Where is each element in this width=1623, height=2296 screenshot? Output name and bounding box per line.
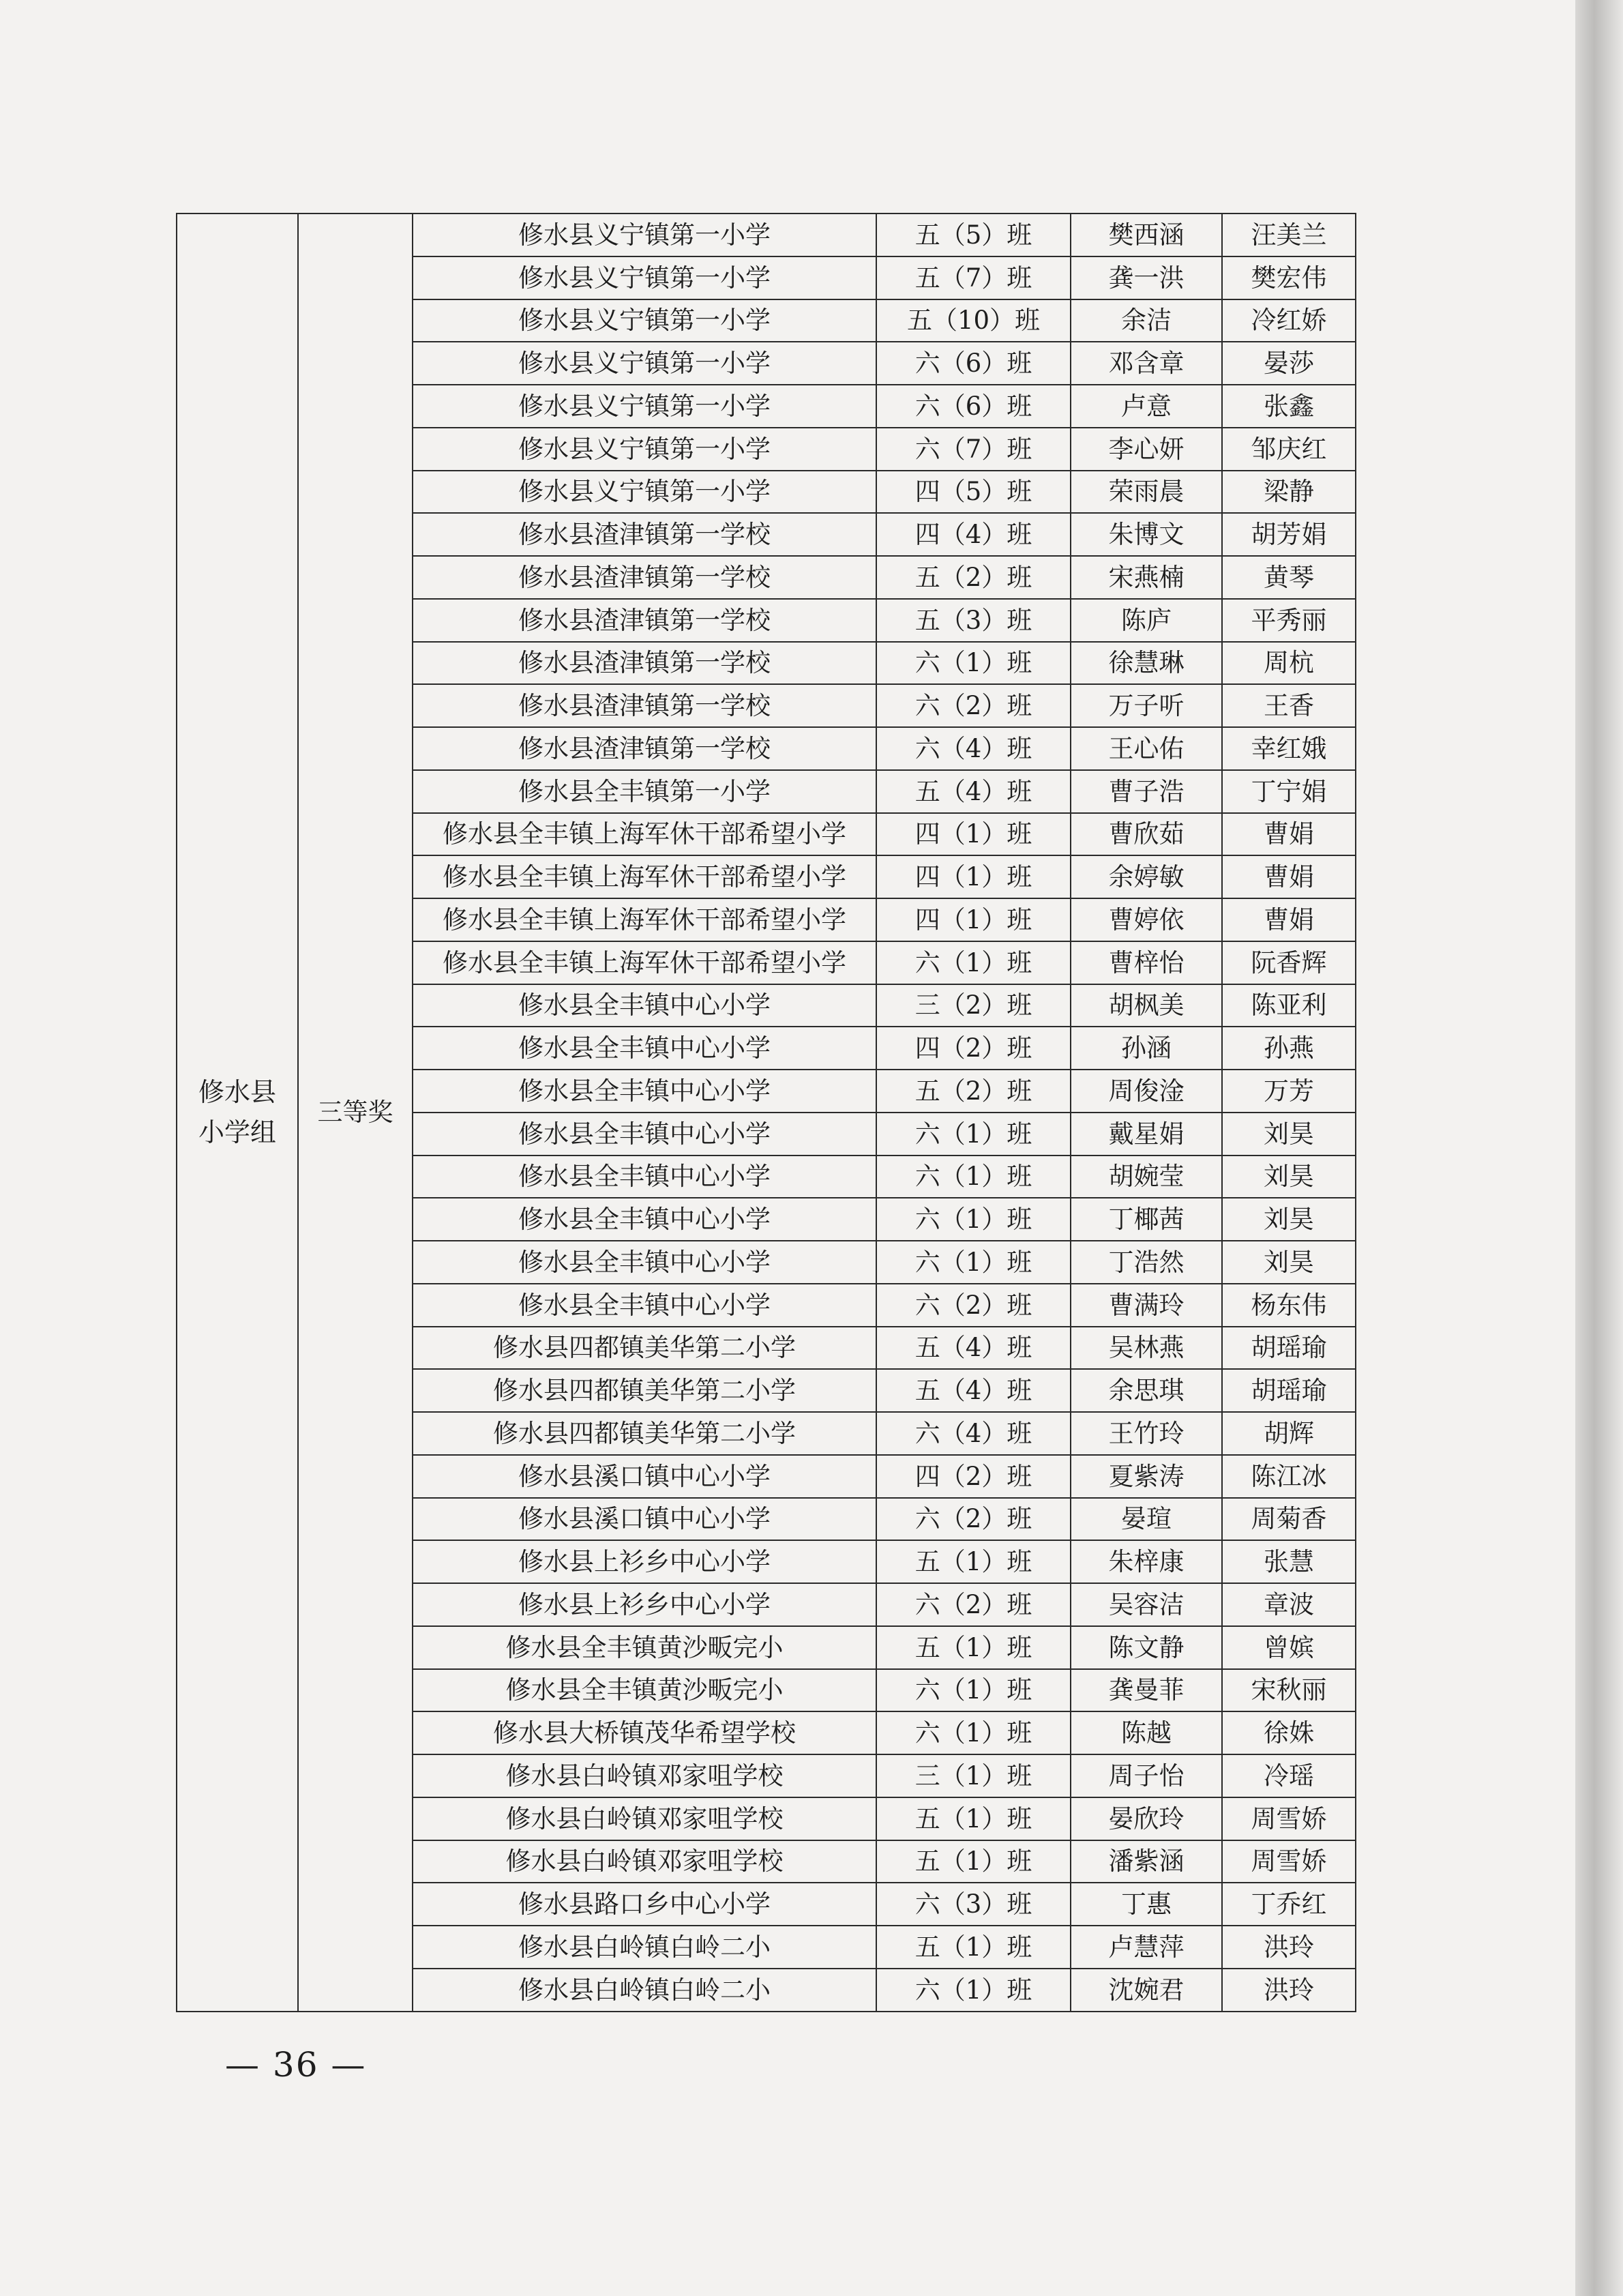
student-cell: 丁浩然 — [1071, 1241, 1222, 1284]
school-cell: 修水县全丰镇上海军休干部希望小学 — [413, 898, 876, 941]
school-cell: 修水县渣津镇第一学校 — [413, 642, 876, 685]
teacher-cell: 陈亚利 — [1222, 984, 1356, 1027]
class-cell: 五（1）班 — [876, 1540, 1071, 1583]
teacher-cell: 章波 — [1222, 1583, 1356, 1626]
student-cell: 曹梓怡 — [1071, 941, 1222, 984]
class-cell: 六（3）班 — [876, 1883, 1071, 1926]
teacher-cell: 张慧 — [1222, 1540, 1356, 1583]
teacher-cell: 汪美兰 — [1222, 214, 1356, 256]
class-cell: 六（1）班 — [876, 1241, 1071, 1284]
teacher-cell: 黄琴 — [1222, 556, 1356, 599]
student-cell: 龚一洪 — [1071, 256, 1222, 299]
student-cell: 余婷敏 — [1071, 855, 1222, 898]
school-cell: 修水县四都镇美华第二小学 — [413, 1369, 876, 1412]
class-cell: 四（2）班 — [876, 1455, 1071, 1498]
school-cell: 修水县白岭镇白岭二小 — [413, 1969, 876, 2012]
student-cell: 曹婷依 — [1071, 898, 1222, 941]
teacher-cell: 徐姝 — [1222, 1711, 1356, 1754]
class-cell: 六（4）班 — [876, 727, 1071, 770]
class-cell: 四（1）班 — [876, 813, 1071, 856]
teacher-cell: 万芳 — [1222, 1070, 1356, 1113]
school-cell: 修水县四都镇美华第二小学 — [413, 1327, 876, 1370]
student-cell: 丁椰茜 — [1071, 1198, 1222, 1241]
student-cell: 晏欣玲 — [1071, 1797, 1222, 1840]
class-cell: 五（3）班 — [876, 599, 1071, 642]
student-cell: 李心妍 — [1071, 428, 1222, 471]
school-cell: 修水县全丰镇中心小学 — [413, 1027, 876, 1070]
teacher-cell: 王香 — [1222, 684, 1356, 727]
student-cell: 丁惠 — [1071, 1883, 1222, 1926]
class-cell: 五（10）班 — [876, 299, 1071, 342]
student-cell: 夏紫涛 — [1071, 1455, 1222, 1498]
class-cell: 六（1）班 — [876, 642, 1071, 685]
student-cell: 龚曼菲 — [1071, 1669, 1222, 1712]
class-cell: 六（2）班 — [876, 1284, 1071, 1327]
class-cell: 六（6）班 — [876, 342, 1071, 385]
class-cell: 五（5）班 — [876, 214, 1071, 256]
teacher-cell: 胡瑶瑜 — [1222, 1327, 1356, 1370]
class-cell: 四（5）班 — [876, 471, 1071, 514]
class-cell: 五（2）班 — [876, 1070, 1071, 1113]
student-cell: 陈庐 — [1071, 599, 1222, 642]
school-cell: 修水县路口乡中心小学 — [413, 1883, 876, 1926]
student-cell: 徐慧琳 — [1071, 642, 1222, 685]
school-cell: 修水县义宁镇第一小学 — [413, 385, 876, 428]
teacher-cell: 丁乔红 — [1222, 1883, 1356, 1926]
student-cell: 周子怡 — [1071, 1754, 1222, 1797]
class-cell: 五（1）班 — [876, 1926, 1071, 1969]
student-cell: 陈文静 — [1071, 1626, 1222, 1669]
class-cell: 四（1）班 — [876, 898, 1071, 941]
award-table-body — [177, 214, 1356, 2012]
teacher-cell: 胡辉 — [1222, 1412, 1356, 1455]
class-cell: 四（1）班 — [876, 855, 1071, 898]
school-cell: 修水县白岭镇邓家咀学校 — [413, 1840, 876, 1883]
table-row — [177, 214, 1356, 256]
student-cell: 曹满玲 — [1071, 1284, 1222, 1327]
award-table — [176, 213, 1356, 2012]
school-cell: 修水县义宁镇第一小学 — [413, 428, 876, 471]
school-cell: 修水县渣津镇第一学校 — [413, 727, 876, 770]
school-cell: 修水县全丰镇中心小学 — [413, 1113, 876, 1156]
student-cell: 周俊淦 — [1071, 1070, 1222, 1113]
school-cell: 修水县义宁镇第一小学 — [413, 299, 876, 342]
teacher-cell: 周杭 — [1222, 642, 1356, 685]
class-cell: 五（1）班 — [876, 1797, 1071, 1840]
class-cell: 五（1）班 — [876, 1626, 1071, 1669]
teacher-cell: 曹娟 — [1222, 898, 1356, 941]
class-cell: 五（4）班 — [876, 770, 1071, 813]
class-cell: 五（4）班 — [876, 1369, 1071, 1412]
class-cell: 六（1）班 — [876, 941, 1071, 984]
class-cell: 六（2）班 — [876, 1498, 1071, 1541]
school-cell: 修水县全丰镇上海军休干部希望小学 — [413, 941, 876, 984]
class-cell: 四（2）班 — [876, 1027, 1071, 1070]
school-cell: 修水县白岭镇邓家咀学校 — [413, 1797, 876, 1840]
school-cell: 修水县全丰镇中心小学 — [413, 1241, 876, 1284]
class-cell: 六（1）班 — [876, 1113, 1071, 1156]
teacher-cell: 周雪娇 — [1222, 1797, 1356, 1840]
school-cell: 修水县溪口镇中心小学 — [413, 1498, 876, 1541]
student-cell: 朱博文 — [1071, 513, 1222, 556]
class-cell: 五（2）班 — [876, 556, 1071, 599]
student-cell: 王竹玲 — [1071, 1412, 1222, 1455]
class-cell: 六（6）班 — [876, 385, 1071, 428]
student-cell: 潘紫涵 — [1071, 1840, 1222, 1883]
student-cell: 晏瑄 — [1071, 1498, 1222, 1541]
school-cell: 修水县渣津镇第一学校 — [413, 684, 876, 727]
teacher-cell: 周菊香 — [1222, 1498, 1356, 1541]
class-cell: 五（1）班 — [876, 1840, 1071, 1883]
school-cell: 修水县义宁镇第一小学 — [413, 256, 876, 299]
teacher-cell: 胡芳娟 — [1222, 513, 1356, 556]
teacher-cell: 洪玲 — [1222, 1926, 1356, 1969]
student-cell: 吴容洁 — [1071, 1583, 1222, 1626]
class-cell: 六（1）班 — [876, 1156, 1071, 1198]
teacher-cell: 冷瑶 — [1222, 1754, 1356, 1797]
teacher-cell: 刘昊 — [1222, 1113, 1356, 1156]
teacher-cell: 幸红娥 — [1222, 727, 1356, 770]
school-cell: 修水县全丰镇黄沙畈完小 — [413, 1626, 876, 1669]
teacher-cell: 阮香辉 — [1222, 941, 1356, 984]
school-cell: 修水县渣津镇第一学校 — [413, 599, 876, 642]
school-cell: 修水县全丰镇中心小学 — [413, 1198, 876, 1241]
student-cell: 宋燕楠 — [1071, 556, 1222, 599]
school-cell: 修水县义宁镇第一小学 — [413, 471, 876, 514]
student-cell: 陈越 — [1071, 1711, 1222, 1754]
class-cell: 六（4）班 — [876, 1412, 1071, 1455]
teacher-cell: 杨东伟 — [1222, 1284, 1356, 1327]
school-cell: 修水县白岭镇邓家咀学校 — [413, 1754, 876, 1797]
class-cell: 六（2）班 — [876, 1583, 1071, 1626]
teacher-cell: 平秀丽 — [1222, 599, 1356, 642]
student-cell: 胡婉莹 — [1071, 1156, 1222, 1198]
student-cell: 余思琪 — [1071, 1369, 1222, 1412]
teacher-cell: 樊宏伟 — [1222, 256, 1356, 299]
teacher-cell: 冷红娇 — [1222, 299, 1356, 342]
school-cell: 修水县大桥镇茂华希望学校 — [413, 1711, 876, 1754]
group-label-line: 修水县 — [198, 1076, 276, 1107]
school-cell: 修水县全丰镇中心小学 — [413, 984, 876, 1027]
school-cell: 修水县四都镇美华第二小学 — [413, 1412, 876, 1455]
class-cell: 六（1）班 — [876, 1198, 1071, 1241]
school-cell: 修水县渣津镇第一学校 — [413, 513, 876, 556]
page-edge-shadow — [1575, 0, 1623, 2296]
school-cell: 修水县全丰镇中心小学 — [413, 1070, 876, 1113]
school-cell: 修水县全丰镇黄沙畈完小 — [413, 1669, 876, 1712]
teacher-cell: 宋秋丽 — [1222, 1669, 1356, 1712]
class-cell: 四（4）班 — [876, 513, 1071, 556]
class-cell: 六（2）班 — [876, 684, 1071, 727]
student-cell: 樊西涵 — [1071, 214, 1222, 256]
school-cell: 修水县白岭镇白岭二小 — [413, 1926, 876, 1969]
student-cell: 荣雨晨 — [1071, 471, 1222, 514]
school-cell: 修水县义宁镇第一小学 — [413, 214, 876, 256]
student-cell: 朱梓康 — [1071, 1540, 1222, 1583]
class-cell: 五（7）班 — [876, 256, 1071, 299]
student-cell: 吴林燕 — [1071, 1327, 1222, 1370]
teacher-cell: 周雪娇 — [1222, 1840, 1356, 1883]
class-cell: 三（2）班 — [876, 984, 1071, 1027]
school-cell: 修水县全丰镇第一小学 — [413, 770, 876, 813]
student-cell: 沈婉君 — [1071, 1969, 1222, 2012]
group-cell — [177, 214, 298, 2012]
student-cell: 邓含章 — [1071, 342, 1222, 385]
class-cell: 六（1）班 — [876, 1969, 1071, 2012]
page-number: — 36 — — [225, 2045, 367, 2085]
teacher-cell: 晏莎 — [1222, 342, 1356, 385]
school-cell: 修水县全丰镇上海军休干部希望小学 — [413, 813, 876, 856]
student-cell: 戴星娟 — [1071, 1113, 1222, 1156]
teacher-cell: 曹娟 — [1222, 855, 1356, 898]
teacher-cell: 邹庆红 — [1222, 428, 1356, 471]
student-cell: 王心佑 — [1071, 727, 1222, 770]
class-cell: 六（1）班 — [876, 1711, 1071, 1754]
school-cell: 修水县溪口镇中心小学 — [413, 1455, 876, 1498]
teacher-cell: 胡瑶瑜 — [1222, 1369, 1356, 1412]
student-cell: 卢慧萍 — [1071, 1926, 1222, 1969]
school-cell: 修水县渣津镇第一学校 — [413, 556, 876, 599]
school-cell: 修水县全丰镇上海军休干部希望小学 — [413, 855, 876, 898]
class-cell: 五（4）班 — [876, 1327, 1071, 1370]
student-cell: 万子听 — [1071, 684, 1222, 727]
teacher-cell: 刘昊 — [1222, 1241, 1356, 1284]
teacher-cell: 曾嫔 — [1222, 1626, 1356, 1669]
teacher-cell: 刘昊 — [1222, 1198, 1356, 1241]
student-cell: 卢意 — [1071, 385, 1222, 428]
school-cell: 修水县义宁镇第一小学 — [413, 342, 876, 385]
prize-cell: 三等奖 — [298, 214, 413, 2012]
teacher-cell: 丁宁娟 — [1222, 770, 1356, 813]
student-cell: 曹欣茹 — [1071, 813, 1222, 856]
teacher-cell: 梁静 — [1222, 471, 1356, 514]
teacher-cell: 洪玲 — [1222, 1969, 1356, 2012]
teacher-cell: 孙燕 — [1222, 1027, 1356, 1070]
class-cell: 三（1）班 — [876, 1754, 1071, 1797]
student-cell: 胡枫美 — [1071, 984, 1222, 1027]
group-label-line: 小学组 — [198, 1117, 276, 1147]
teacher-cell: 张鑫 — [1222, 385, 1356, 428]
teacher-cell: 刘昊 — [1222, 1156, 1356, 1198]
school-cell: 修水县全丰镇中心小学 — [413, 1284, 876, 1327]
student-cell: 余洁 — [1071, 299, 1222, 342]
student-cell: 曹子浩 — [1071, 770, 1222, 813]
student-cell: 孙涵 — [1071, 1027, 1222, 1070]
school-cell: 修水县上衫乡中心小学 — [413, 1583, 876, 1626]
school-cell: 修水县全丰镇中心小学 — [413, 1156, 876, 1198]
class-cell: 六（1）班 — [876, 1669, 1071, 1712]
school-cell: 修水县上衫乡中心小学 — [413, 1540, 876, 1583]
teacher-cell: 曹娟 — [1222, 813, 1356, 856]
teacher-cell: 陈江冰 — [1222, 1455, 1356, 1498]
class-cell: 六（7）班 — [876, 428, 1071, 471]
